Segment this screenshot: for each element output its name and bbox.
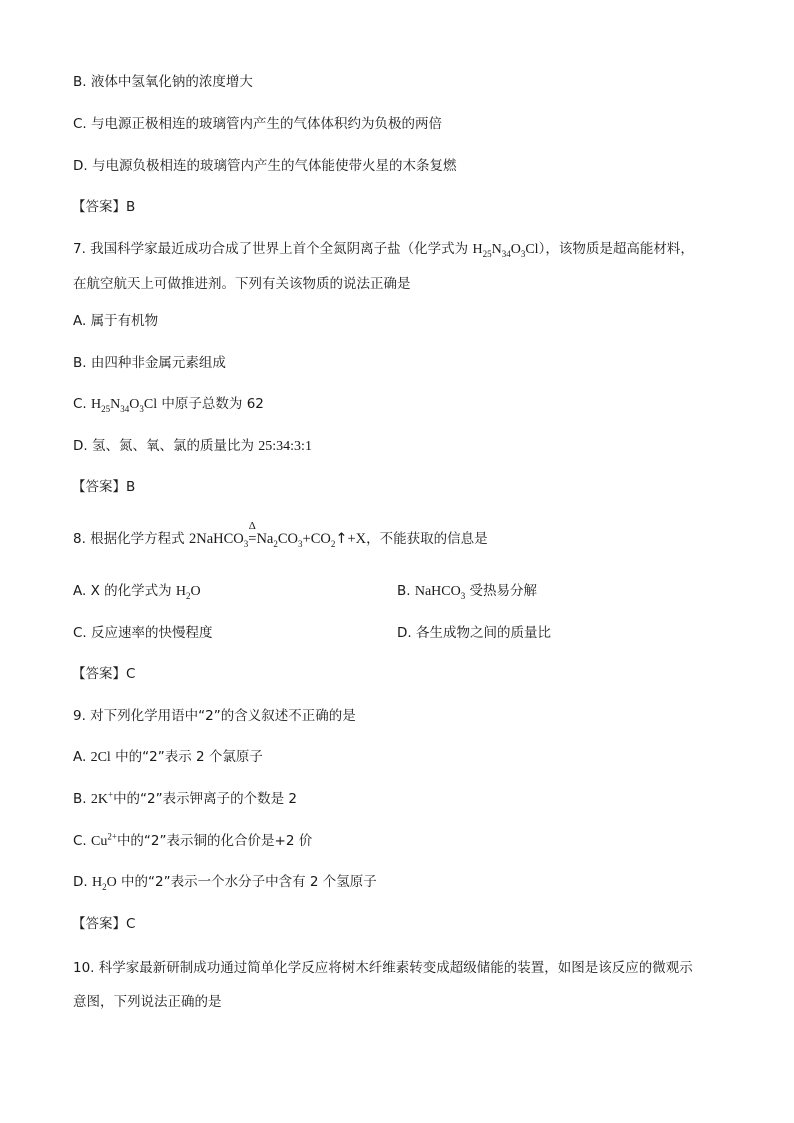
gas-arrow-icon: ↑ [335,531,348,547]
q7-option-c-formula: $H_{25}N_{34}O_3Cl$ [91,397,158,414]
q7-stem-line2: 在航空航天上可做推进剂。下列有关该物质的说法正确是 [73,276,411,292]
q8-stem: 8. 根据化学方程式 2NaHCO$_3$ Δ $=Na_2CO_3+CO_2↑+X$，不能获取的信息是 [73,520,488,549]
q8-option-c: C. 反应速率的快慢程度 [73,625,213,641]
q7-stem-prefix: 7. 我国科学家最近成功合成了世界上首个全氮阴离子盐（化学式为 [73,241,473,257]
q9-answer: 【答案】C [72,916,136,932]
q10-stem-line1: 10. 科学家最新研制成功通过简单化学反应将树木纤维素转变成超级储能的装置，如图是该反应的微观示 [73,960,693,976]
q10-stem-line2: 意图，下列说法正确的是 [73,994,222,1010]
q7-stem-line1 [73,239,694,260]
q6-option-d: D. 与电源负极相连的玻璃管内产生的气体能使带火星的木条复燃 [73,158,457,174]
q9-option-d: D. $H_2O$ 中的“2”表示一个水分子中含有 2 个氢原子 [73,874,377,892]
q8-answer: 【答案】C [72,666,136,682]
q7-option-d: D. 氢、氮、氧、氯的质量比为 25:34:3:1 [73,438,312,454]
q8-equation-condition: Δ = [248,520,257,547]
q6-answer: 【答案】B [72,199,136,215]
q7-option-c: C. $H_{25}N_{34}O_3Cl$ 中原子总数为 62 [73,396,264,414]
q9-option-a: A. 2Cl 中的“2”表示 2 个氯原子 [73,749,263,765]
q6-option-b: B. 液体中氢氧化钠的浓度增大 [73,74,253,90]
q8-equation: 2NaHCO$_3$ Δ $=Na_2CO_3+CO_2↑+X$ [188,520,367,549]
q9-option-b: B. 2K+中的“2”表示钾离子的个数是 2 [73,789,298,807]
q6-option-c: C. 与电源正极相连的玻璃管内产生的气体体积约为负极的两倍 [73,116,443,132]
q8-option-d: D. 各生成物之间的质量比 [397,625,551,641]
q8-option-a: A. X 的化学式为 $H_2O$ [73,583,201,601]
q7-answer: 【答案】B [72,479,136,495]
q8-option-b: B. NaHCO$_3$ 受热易分解 [397,583,538,601]
q7-stem-suffix: ），该物质是超高能材料， [538,241,694,257]
q7-option-b: B. 由四种非金属元素组成 [73,355,226,371]
q7-option-a: A. 属于有机物 [73,313,159,329]
q9-stem: 9. 对下列化学用语中“2”的含义叙述不正确的是 [73,708,356,724]
q7-formula: $H_{25}N_{34}O_3Cl$ [472,242,539,259]
q9-option-c: C. $Cu^{2+}$中的“2”表示铜的化合价是+2 价 [73,831,313,849]
